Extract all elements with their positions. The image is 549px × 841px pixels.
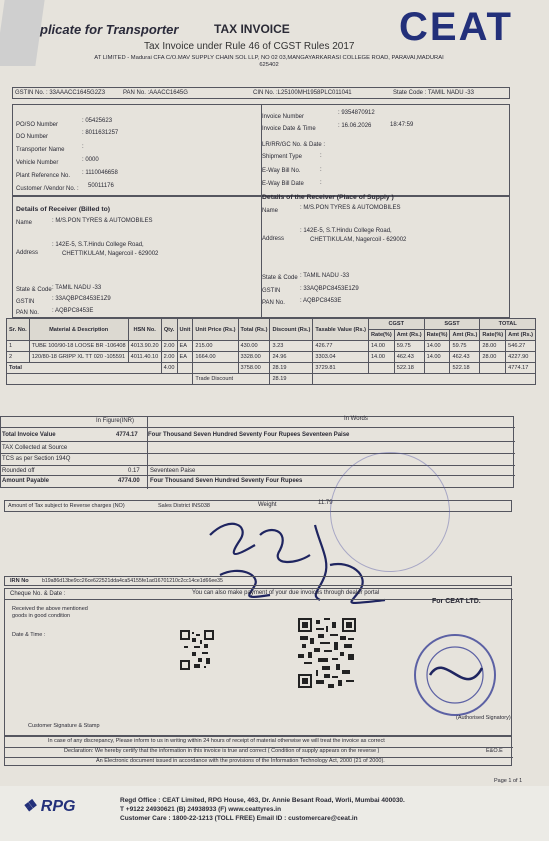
- po-label: PO/SO Number: [16, 122, 59, 128]
- payable-fig: 4774.00: [118, 478, 140, 484]
- shipped-gstin-label: GSTIN: [262, 288, 281, 294]
- total-taxable: 3729.81: [313, 363, 369, 374]
- discrepancy-text: In case of any discrepancy, Please inform to us in writing within 24 hours of receipt of material otherwise we will treat the invoice as correct: [48, 738, 385, 744]
- customer-signature: Customer Signature & Stamp: [28, 723, 100, 729]
- supplier-address-line1: AT LIMITED - Madurai CFA C/O.MAV SUPPLY CHAIN SOL LLP, NO 02 03,MANGAYARKARASI COLLEGE ROAD, PARAVAI,MADURAI: [94, 55, 444, 61]
- billed-gstin-label: GSTIN: [16, 299, 35, 305]
- vehicle-value: : 0000: [82, 157, 99, 163]
- payable-label: Amount Payable: [2, 478, 50, 484]
- table-cell: 3328.00: [238, 352, 270, 363]
- trade-discount-value: 28.19: [270, 374, 313, 385]
- do-value: : 8011631257: [82, 130, 119, 136]
- table-cell: 2.00: [161, 352, 177, 363]
- shipped-gstin-value: : 33AQBPC8453E1Z9: [300, 286, 359, 292]
- shipped-address-1: : 142E-5, S.T.Hindu College Road,: [300, 228, 392, 234]
- supplier-address: [34, 55, 504, 69]
- customer-value: 50011176: [88, 183, 114, 189]
- shipped-pan-value: : AQBPC8453E: [300, 298, 342, 304]
- total-discount: 28.19: [270, 363, 313, 374]
- table-cell: EA: [177, 341, 193, 352]
- received-text-2: goods in good condition: [12, 613, 71, 619]
- total-label: Total: [7, 363, 162, 374]
- table-cell: 3.23: [270, 341, 313, 352]
- supplier-cin: CIN No. :L25100MH1958PLC011041: [253, 90, 352, 96]
- total-total: 4774.17: [506, 363, 536, 374]
- col-total-amt: Amt (Rs.): [506, 330, 536, 341]
- cheque-label: Cheque No. & Date :: [10, 591, 66, 597]
- billed-address-2: CHETTIKULAM, Nagercoil - 629002: [62, 251, 159, 257]
- billed-address-label: Address: [16, 250, 39, 256]
- total-qty: 4.00: [161, 363, 177, 374]
- supplier-pan: PAN No. :AAACC1645G: [123, 90, 188, 96]
- invoice-no-label: Invoice Number: [262, 114, 305, 120]
- billed-gstin-value: : 33AQBPC8453E1Z9: [52, 296, 111, 302]
- table-cell: 1664.00: [193, 352, 238, 363]
- trade-discount-row: [7, 374, 536, 385]
- eway-label: E-Way Bill No.: [262, 168, 301, 174]
- supplier-state-code: State Code : TAMIL NADU -33: [393, 90, 474, 96]
- col-group-total: TOTAL: [480, 319, 536, 330]
- auth-signatory: (Authorised Signatory): [456, 715, 511, 721]
- small-qr-code: [180, 630, 214, 670]
- transporter-value: :: [82, 144, 84, 150]
- table-cell: TUBE 100/90-18 LOOSE BR -106408: [29, 341, 128, 352]
- table-cell: 3303.04: [313, 352, 369, 363]
- customer-care: Customer Care : 1800-22-1213 (TOLL FREE) Email ID : customercare@ceat.in: [120, 815, 358, 822]
- rpg-logo: [22, 796, 75, 816]
- do-label: DO Number: [16, 134, 49, 140]
- invoice-no-value: : 9354870912: [338, 110, 375, 116]
- table-cell: 546.27: [506, 341, 536, 352]
- shipped-address-2: CHETTIKULAM, Nagercoil - 629002: [310, 237, 407, 243]
- col-sgst-amt: Amt (Rs.): [450, 330, 480, 341]
- lr-label: LR/RR/GC No. & Date :: [262, 142, 326, 148]
- billed-name-value: : M/S.PON TYRES & AUTOMOBILES: [52, 218, 153, 224]
- table-row: [7, 341, 536, 352]
- col-unit-price: Unit Price (Rs.): [193, 319, 238, 341]
- shipment-value: :: [320, 153, 322, 159]
- table-cell: 14.00: [368, 352, 394, 363]
- eway-date-label: E-Way Bill Date: [262, 181, 304, 187]
- trade-discount-label: Trade Discount: [193, 374, 270, 385]
- irn-value: b19a86d13be9cc26ce622521dda4ca54155fe1ad16701210c2cc14ce1d66ee35: [42, 578, 223, 584]
- col-taxable: Taxable Value (Rs.): [313, 319, 369, 341]
- billed-pan-value: : AQBPC8453E: [52, 308, 94, 314]
- table-cell: 1: [7, 341, 30, 352]
- company-footer: [0, 786, 549, 841]
- table-cell: 430.00: [238, 341, 270, 352]
- shipped-name-value: : M/S.PON TYRES & AUTOMOBILES: [300, 205, 401, 211]
- table-cell: 2.00: [161, 341, 177, 352]
- items-table: [6, 318, 536, 385]
- rpg-logo-text: RPG: [40, 798, 76, 815]
- tax-collected-label: TAX Collected at Source: [2, 445, 68, 451]
- table-cell: 426.77: [313, 341, 369, 352]
- invoice-title: TAX INVOICE: [214, 22, 290, 36]
- words-label: In Words: [344, 416, 368, 422]
- sales-district: Sales District INS038: [158, 503, 210, 509]
- rpg-logo-mark: ❖: [22, 798, 41, 815]
- shipped-pan-label: PAN No.: [262, 300, 285, 306]
- table-cell: 59.75: [394, 341, 424, 352]
- plant-label: Plant Reference No.: [16, 173, 71, 179]
- col-sgst-rate: Rate(%): [424, 330, 450, 341]
- table-cell: 462.43: [450, 352, 480, 363]
- rounded-label: Rounded off: [2, 468, 35, 474]
- col-sr: Sr. No.: [7, 319, 30, 341]
- col-hsn: HSN No.: [128, 319, 161, 341]
- col-qty: Qty.: [161, 319, 177, 341]
- table-cell: 14.00: [424, 341, 450, 352]
- plant-value: : 1110046658: [82, 170, 118, 176]
- billed-heading: Details of Receiver (Billed to): [16, 206, 111, 213]
- table-cell: EA: [177, 352, 193, 363]
- for-ceat: For CEAT LTD.: [432, 598, 481, 605]
- ceat-logo: [397, 6, 533, 46]
- datetime-label: Date & Time :: [12, 632, 46, 638]
- table-cell: 4013.90.20: [128, 341, 161, 352]
- table-cell: 4011.40.10: [128, 352, 161, 363]
- col-discount: Discount (Rs.): [270, 319, 313, 341]
- shipped-state-value: : TAMIL NADU -33: [300, 273, 350, 279]
- table-cell: 2: [7, 352, 30, 363]
- gstin-row: [12, 87, 510, 99]
- shipped-name-label: Name: [262, 208, 279, 214]
- rounded-fig: 0.17: [128, 468, 140, 474]
- invoice-date-value: : 16.06.2026: [338, 123, 372, 129]
- eway-value: :: [320, 167, 322, 173]
- phone-line: T +9122 24930621 (B) 24938933 (F) www.ceattyres.in: [120, 806, 282, 813]
- table-cell: 215.00: [193, 341, 238, 352]
- billed-state-value: : TAMIL NADU -33: [52, 285, 102, 291]
- total-invoice-label: Total Invoice Value: [2, 432, 56, 438]
- supplier-gstin: GSTIN No. : 33AAACC1645G2Z3: [15, 90, 106, 96]
- po-value: : 05425623: [82, 118, 113, 124]
- transporter-label: Transporter Name: [16, 147, 65, 153]
- supplier-address-line2: 625402: [259, 62, 279, 68]
- ceat-logo-text: CEAT: [399, 6, 513, 46]
- billed-name-label: Name: [16, 220, 33, 226]
- electronic-text: An Electronic document issued in accordance with the provisions of the Information Technology Act, 2000 (21 of 2000).: [96, 758, 385, 764]
- rounded-words: Seventeen Paise: [150, 468, 196, 474]
- billed-address-1: : 142E-5, S.T.Hindu College Road,: [52, 242, 144, 248]
- total-invoice-fig: 4774.17: [116, 432, 138, 438]
- billed-state-label: State & Code: [16, 287, 52, 293]
- total-amount: 3758.00: [238, 363, 270, 374]
- table-cell: 462.43: [394, 352, 424, 363]
- received-text-1: Received the above mentioned: [12, 606, 88, 612]
- weight-label: Weight: [258, 502, 277, 508]
- page-number: Page 1 of 1: [494, 778, 523, 784]
- figure-label: In Figure(INR): [96, 418, 135, 424]
- reverse-text: Amount of Tax subject to Reverse charges (NO): [8, 503, 125, 509]
- invoice-subtitle: Tax Invoice under Rule 46 of CGST Rules 2017: [144, 41, 355, 52]
- copy-label: plicate for Transporter: [40, 22, 179, 37]
- eway-date-value: :: [320, 180, 322, 186]
- table-cell: 4227.90: [506, 352, 536, 363]
- col-total: Total (Rs.): [238, 319, 270, 341]
- shipped-state-label: State & Code: [262, 275, 298, 281]
- table-cell: 28.00: [480, 352, 506, 363]
- declaration-text: Declaration: We hereby certify that the information in this invoice is true and correct ( Condition of supply appears on the reverse ): [64, 748, 380, 754]
- invoice-date-label: Invoice Date & Time: [262, 126, 316, 132]
- table-total-row: [7, 363, 536, 374]
- col-cgst-rate: Rate(%): [368, 330, 394, 341]
- shipment-label: Shipment Type: [262, 154, 302, 160]
- customer-label: Customer /Vendor No. :: [16, 186, 79, 192]
- col-material: Material & Description: [29, 319, 128, 341]
- weight-value: 11.79: [318, 500, 333, 506]
- total-sgst: 522.18: [450, 363, 480, 374]
- payment-note: You can also make payment of your due invoices through dealer portal: [192, 590, 380, 596]
- table-cell: 14.00: [368, 341, 394, 352]
- company-contact: [120, 796, 405, 823]
- vehicle-label: Vehicle Number: [16, 160, 59, 166]
- col-group-cgst: CGST: [368, 319, 424, 330]
- col-unit: Unit: [177, 319, 193, 341]
- tcs-label: TCS as per Section 194Q: [2, 456, 71, 462]
- company-seal: [410, 630, 500, 720]
- total-invoice-words: Four Thousand Seven Hundred Seventy Four Rupees Seventeen Paise: [148, 432, 350, 438]
- invoice-time-value: 18:47:59: [390, 122, 414, 128]
- table-row: [7, 352, 536, 363]
- table-cell: 24.96: [270, 352, 313, 363]
- billed-pan-label: PAN No.: [16, 310, 39, 316]
- eoe-text: E&O.E: [486, 748, 503, 754]
- col-cgst-amt: Amt (Rs.): [394, 330, 424, 341]
- regd-office: Regd Office : CEAT Limited, RPG House, 463, Dr. Annie Besant Road, Worli, Mumbai 400030.: [120, 797, 405, 804]
- irn-label: IRN No: [10, 578, 29, 584]
- table-cell: 28.00: [480, 341, 506, 352]
- total-cgst: 522.18: [394, 363, 424, 374]
- col-total-rate: Rate(%): [480, 330, 506, 341]
- payable-words: Four Thousand Seven Hundred Seventy Four Rupees: [150, 478, 303, 484]
- table-cell: 14.00: [424, 352, 450, 363]
- shipped-heading: Details of the Receiver (Place of Supply ): [262, 194, 394, 201]
- shipped-address-label: Address: [262, 236, 285, 242]
- table-cell: 59.75: [450, 341, 480, 352]
- col-group-sgst: SGST: [424, 319, 480, 330]
- table-cell: 120/80-18 GRIPP XL TT 020 -105591: [29, 352, 128, 363]
- invoice-qr-code: [298, 618, 356, 688]
